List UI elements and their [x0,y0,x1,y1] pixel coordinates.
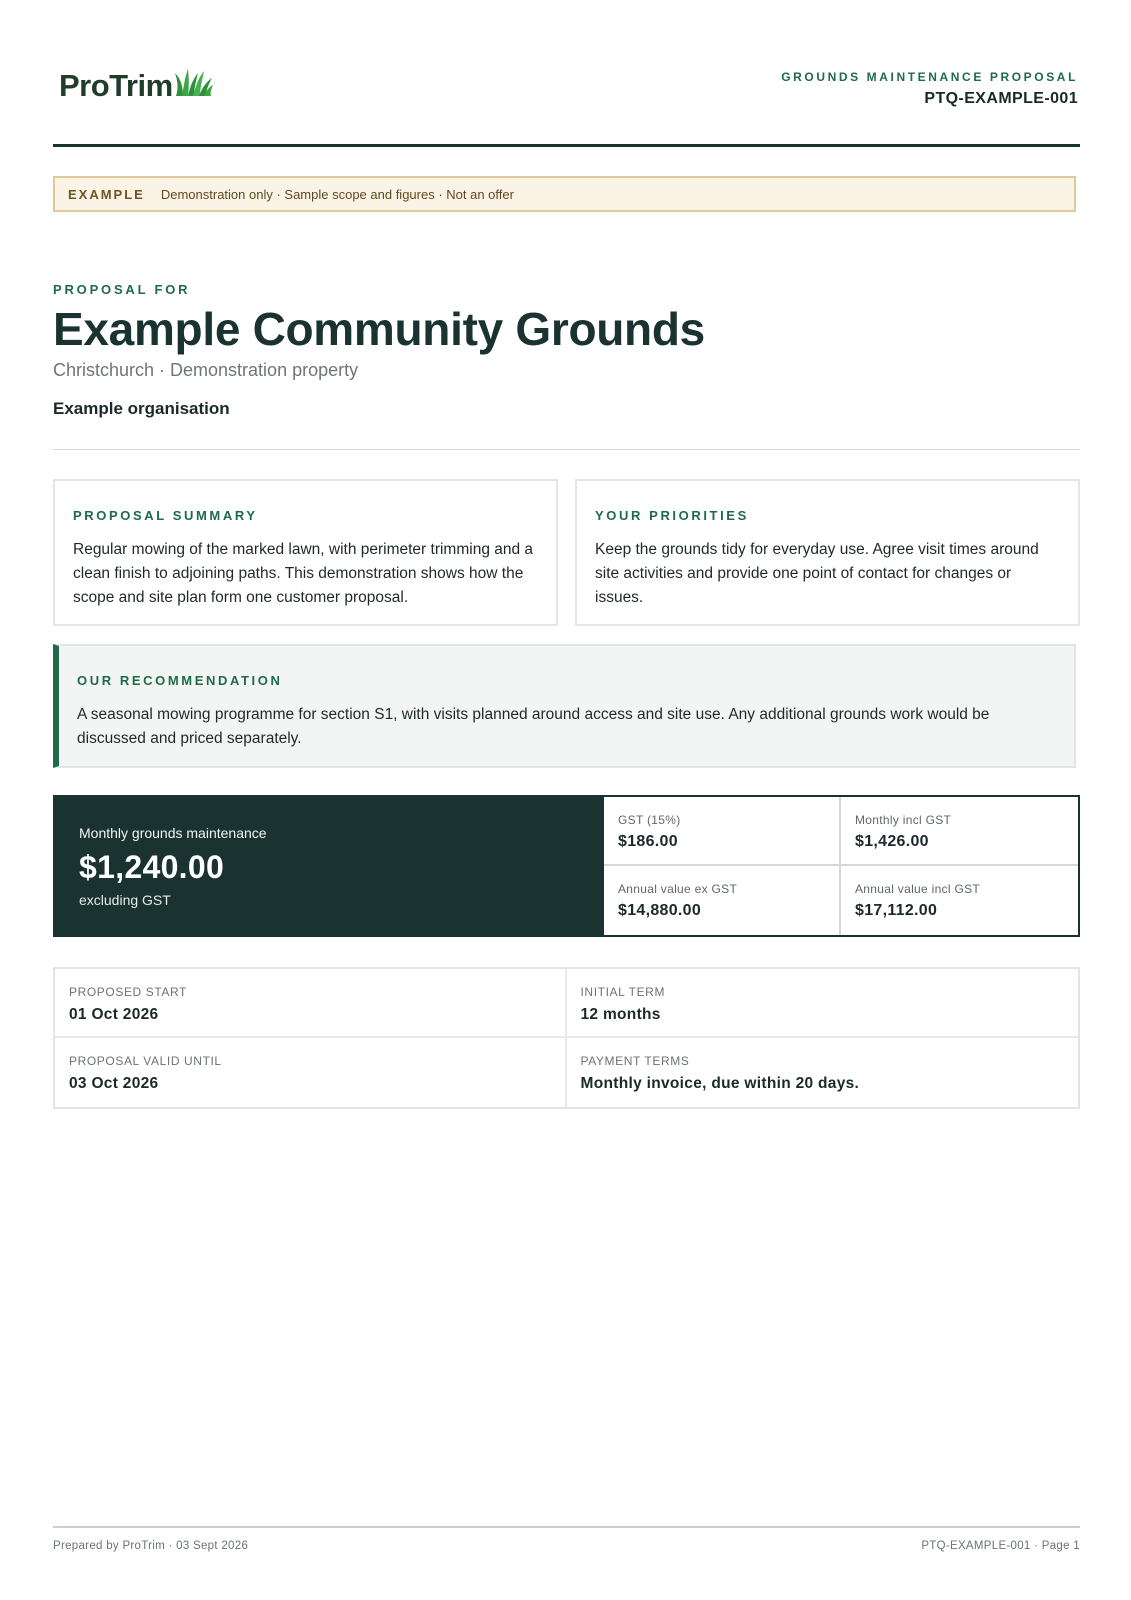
price-cell-label: Annual value incl GST [855,882,981,896]
priorities-body: Keep the grounds tidy for everyday use. Agree visit times around site activities and provide one point of contact for changes or issues. [595,541,1039,606]
term-label: PAYMENT TERMS [580,1054,690,1068]
property-subtitle: Christchurch · Demonstration property [53,360,359,380]
recommendation-label: OUR RECOMMENDATION [77,673,283,688]
footer-prepared-by: Prepared by ProTrim · 03 Sept 2026 [53,1540,249,1552]
price-cell-label: Monthly incl GST [855,813,952,827]
price-cell-annual-ex-gst [604,866,841,935]
priorities-label: YOUR PRIORITIES [595,508,749,523]
recommendation-panel [53,644,1076,768]
summary-body: Regular mowing of the marked lawn, with perimeter trimming and a clean finish to adjoining paths. This demonstration shows how the scope and site plan form one customer proposal. [73,541,534,606]
price-cell-monthly-incl-gst [841,797,1078,866]
price-cell-gst [604,797,841,866]
price-cell-value: $17,112.00 [855,902,938,919]
price-cell-annual-incl-gst [841,866,1078,935]
recommendation-body: A seasonal mowing programme for section S1, with visits planned around access and site use. Any additional grounds work would be discussed and priced separately. [77,706,990,747]
price-tax-note: excluding GST [79,892,171,908]
monthly-price-panel [53,795,603,937]
terms-grid [53,967,1080,1109]
price-breakdown-grid [602,795,1080,937]
client-organisation: Example organisation [53,399,230,418]
header-divider [53,144,1080,147]
term-valid-until [55,1038,567,1107]
brand-logo-text: ProTrim [59,68,173,103]
price-caption: Monthly grounds maintenance [79,825,267,841]
grass-icon [174,67,214,102]
term-initial-term [567,969,1079,1038]
term-proposed-start [55,969,567,1038]
term-payment-terms [567,1038,1079,1107]
price-cell-label: GST (15%) [618,813,681,827]
proposal-page [53,0,1080,1600]
document-kind: GROUNDS MAINTENANCE PROPOSAL [781,70,1078,84]
price-cell-value: $186.00 [618,833,678,850]
document-reference: PTQ-EXAMPLE-001 [924,90,1078,107]
term-value: 12 months [580,1006,661,1023]
document-header [53,60,1080,120]
example-disclaimer: Demonstration only · Sample scope and figures · Not an offer [160,186,514,202]
term-label: PROPOSED START [69,985,187,999]
term-value: 03 Oct 2026 [69,1075,159,1092]
proposal-summary-card [53,479,558,626]
term-value: 01 Oct 2026 [69,1006,159,1023]
term-label: PROPOSAL VALID UNTIL [69,1054,222,1068]
brand-logo [59,68,214,104]
example-tag: EXAMPLE [68,186,145,202]
example-banner [53,176,1076,212]
term-label: INITIAL TERM [580,985,666,999]
price-cell-value: $14,880.00 [618,902,702,919]
priorities-card [575,479,1080,626]
page-title: Example Community Grounds [53,303,705,355]
footer-divider [53,1526,1080,1528]
summary-label: PROPOSAL SUMMARY [73,508,258,523]
proposal-kicker: PROPOSAL FOR [53,282,191,297]
price-cell-value: $1,426.00 [855,833,929,850]
monthly-price-amount: $1,240.00 [79,849,225,885]
term-value: Monthly invoice, due within 20 days. [580,1075,860,1092]
price-cell-label: Annual value ex GST [618,882,738,896]
section-divider [53,449,1080,450]
footer-page-number: PTQ-EXAMPLE-001 · Page 1 [921,1540,1080,1552]
